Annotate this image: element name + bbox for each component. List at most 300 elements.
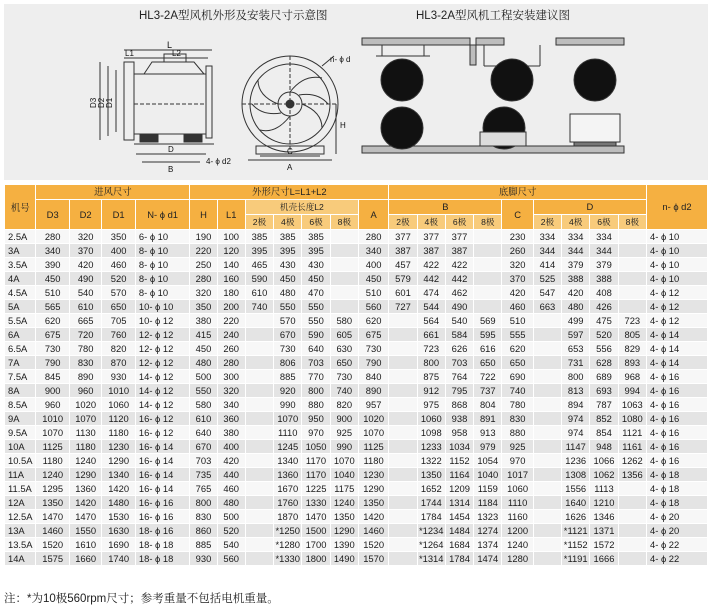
dim-D1: D1 — [105, 97, 114, 108]
table-cell: 1470 — [69, 510, 101, 524]
table-cell: 912 — [417, 384, 445, 398]
table-cell: 1870 — [274, 510, 302, 524]
table-cell: 569 — [474, 314, 502, 328]
table-cell: 540 — [445, 314, 473, 328]
table-cell: 891 — [474, 412, 502, 426]
table-cell — [533, 426, 561, 440]
table-cell: 780 — [502, 398, 533, 412]
table-cell: 560 — [358, 300, 388, 314]
table-cell: 640 — [190, 426, 217, 440]
table-cell: 1034 — [445, 440, 473, 454]
table-cell: 974 — [562, 412, 590, 426]
table-cell: 731 — [562, 356, 590, 370]
table-cell: 665 — [69, 314, 101, 328]
table-cell: 480 — [217, 496, 245, 510]
table-cell — [389, 468, 417, 482]
table-cell: 474 — [417, 286, 445, 300]
table-cell — [618, 272, 646, 286]
table-cell: 1098 — [417, 426, 445, 440]
table-cell: 370 — [69, 244, 101, 258]
table-cell: 1280 — [502, 552, 533, 566]
table-cell: 1346 — [590, 510, 618, 524]
table-row — [5, 398, 708, 412]
table-cell — [533, 398, 561, 412]
table-cell: 340 — [217, 398, 245, 412]
table-cell: 1350 — [358, 496, 388, 510]
table-cell: 422 — [445, 258, 473, 272]
table-cell: 1666 — [590, 552, 618, 566]
header-foot: 底脚尺寸 — [389, 185, 647, 200]
table-cell: 4- ϕ 20 — [647, 524, 708, 538]
table-cell: 1800 — [302, 552, 330, 566]
table-cell: 334 — [562, 230, 590, 244]
table-cell: 390 — [36, 258, 70, 272]
table-cell: 4- ϕ 14 — [647, 342, 708, 356]
table-cell: 1230 — [102, 440, 136, 454]
dim-B: B — [168, 165, 174, 174]
table-cell — [245, 552, 273, 566]
table-cell: 140 — [217, 258, 245, 272]
drawings-panel — [4, 4, 708, 180]
table-cell: 813 — [562, 384, 590, 398]
table-row — [5, 314, 708, 328]
table-cell: 764 — [445, 370, 473, 384]
table-row — [5, 426, 708, 440]
table-cell: 1684 — [445, 538, 473, 552]
table-cell: 1020 — [358, 412, 388, 426]
table-cell: 1556 — [562, 482, 590, 496]
header-B-pole: 4极 — [417, 215, 445, 230]
table-cell: 1200 — [502, 524, 533, 538]
table-cell: 379 — [562, 258, 590, 272]
table-cell: 994 — [618, 384, 646, 398]
table-cell — [245, 398, 273, 412]
table-cell: 377 — [417, 230, 445, 244]
table-cell: 500 — [190, 370, 217, 384]
table-cell: 1070 — [36, 426, 70, 440]
table-cell — [245, 384, 273, 398]
table-cell: 1474 — [474, 552, 502, 566]
table-cell: 320 — [502, 258, 533, 272]
table-cell — [618, 230, 646, 244]
table-cell: 1060 — [417, 412, 445, 426]
table-cell: 626 — [445, 342, 473, 356]
header-B: B — [389, 200, 502, 215]
table-cell — [389, 412, 417, 426]
table-cell: 670 — [190, 440, 217, 454]
table-cell: 499 — [562, 314, 590, 328]
table-cell: 1130 — [69, 426, 101, 440]
table-row — [5, 286, 708, 300]
table-cell: 4- ϕ 16 — [647, 412, 708, 426]
table-cell: 1160 — [502, 510, 533, 524]
table-cell: 1660 — [69, 552, 101, 566]
table-cell: 388 — [562, 272, 590, 286]
table-cell: 1230 — [358, 468, 388, 482]
table-cell: 220 — [190, 244, 217, 258]
header-D-pole: 8极 — [618, 215, 646, 230]
table-row — [5, 370, 708, 384]
table-cell: 1110 — [502, 496, 533, 510]
table-cell — [533, 510, 561, 524]
table-cell: 1262 — [618, 454, 646, 468]
cell-jihao: 13.5A — [5, 538, 36, 552]
table-cell: 703 — [302, 356, 330, 370]
table-cell — [533, 342, 561, 356]
table-cell: 1290 — [358, 482, 388, 496]
table-cell: 1233 — [417, 440, 445, 454]
table-cell: 795 — [445, 384, 473, 398]
table-cell: 653 — [562, 342, 590, 356]
table-cell: 334 — [590, 230, 618, 244]
table-cell: 4- ϕ 10 — [647, 272, 708, 286]
table-cell: 1740 — [102, 552, 136, 566]
table-cell: 787 — [590, 398, 618, 412]
table-cell: 675 — [36, 328, 70, 342]
table-cell — [389, 552, 417, 566]
table-cell: 1161 — [618, 440, 646, 454]
table-cell — [474, 244, 502, 258]
table-cell: 1040 — [330, 468, 358, 482]
table-cell: 1070 — [274, 412, 302, 426]
table-cell: 650 — [474, 356, 502, 370]
table-cell: 829 — [618, 342, 646, 356]
table-cell: 6- ϕ 10 — [135, 230, 189, 244]
table-cell: 590 — [302, 328, 330, 342]
table-row — [5, 496, 708, 510]
table-cell: 1690 — [102, 538, 136, 552]
table-row — [5, 384, 708, 398]
table-cell — [245, 370, 273, 384]
table-cell: 8- ϕ 10 — [135, 258, 189, 272]
table-cell: 380 — [217, 426, 245, 440]
table-cell: 693 — [590, 384, 618, 398]
table-cell: 520 — [217, 524, 245, 538]
table-cell: 1760 — [274, 496, 302, 510]
cell-jihao: 8.5A — [5, 398, 36, 412]
table-cell: 570 — [274, 314, 302, 328]
table-cell — [330, 272, 358, 286]
table-cell: 1454 — [445, 510, 473, 524]
table-cell: 550 — [274, 300, 302, 314]
table-cell: 565 — [36, 300, 70, 314]
table-cell — [245, 468, 273, 482]
table-cell: 661 — [417, 328, 445, 342]
table-cell: 722 — [474, 370, 502, 384]
table-cell: 442 — [445, 272, 473, 286]
table-cell: 280 — [190, 272, 217, 286]
table-cell — [245, 328, 273, 342]
table-cell: 4- ϕ 16 — [647, 426, 708, 440]
table-cell: 16- ϕ 12 — [135, 412, 189, 426]
table-cell: 344 — [562, 244, 590, 258]
header-L2-pole: 4极 — [274, 215, 302, 230]
table-cell: 160 — [217, 272, 245, 286]
table-cell: 730 — [358, 342, 388, 356]
table-cell: 620 — [358, 314, 388, 328]
table-cell: 16- ϕ 16 — [135, 510, 189, 524]
table-cell: 735 — [190, 468, 217, 482]
table-cell — [330, 286, 358, 300]
table-cell — [245, 356, 273, 370]
table-cell: 379 — [590, 258, 618, 272]
dim-L: L — [167, 40, 173, 50]
table-cell: 974 — [562, 426, 590, 440]
header-outline: 外形尺寸L=L1+L2 — [190, 185, 389, 200]
table-cell — [533, 370, 561, 384]
table-cell: 760 — [102, 328, 136, 342]
table-cell: 1575 — [36, 552, 70, 566]
table-cell: 1470 — [36, 510, 70, 524]
cell-jihao: 2.5A — [5, 230, 36, 244]
table-cell — [533, 384, 561, 398]
table-cell: 640 — [302, 342, 330, 356]
table-cell — [330, 244, 358, 258]
table-cell — [618, 496, 646, 510]
table-cell — [245, 454, 273, 468]
table-cell: 350 — [102, 230, 136, 244]
table-cell: 344 — [590, 244, 618, 258]
table-cell: 958 — [445, 426, 473, 440]
table-cell: 350 — [190, 300, 217, 314]
table-cell: 845 — [36, 370, 70, 384]
table-cell: 584 — [445, 328, 473, 342]
table-cell: 1290 — [102, 454, 136, 468]
table-cell: 8- ϕ 10 — [135, 272, 189, 286]
table-cell: 703 — [445, 356, 473, 370]
cell-jihao: 8A — [5, 384, 36, 398]
table-cell: 8- ϕ 10 — [135, 286, 189, 300]
table-cell: 1290 — [330, 524, 358, 538]
cell-jihao: 11.5A — [5, 482, 36, 496]
header-row-1 — [5, 185, 708, 200]
table-cell: 334 — [533, 230, 561, 244]
table-cell: 1308 — [562, 468, 590, 482]
table-cell: 1340 — [274, 454, 302, 468]
table-cell: 200 — [217, 300, 245, 314]
cell-jihao: 11A — [5, 468, 36, 482]
table-cell: 1040 — [474, 468, 502, 482]
table-cell: 740 — [502, 384, 533, 398]
table-cell: 1159 — [474, 482, 502, 496]
table-cell: 387 — [445, 244, 473, 258]
table-cell — [389, 426, 417, 440]
table-cell: *1280 — [275, 539, 300, 550]
table-cell: 1640 — [562, 496, 590, 510]
table-cell: 460 — [102, 258, 136, 272]
table-cell: 385 — [274, 230, 302, 244]
table-cell: 426 — [590, 300, 618, 314]
table-cell: 1350 — [330, 510, 358, 524]
table-cell: 1113 — [590, 482, 618, 496]
table-cell: 422 — [417, 258, 445, 272]
header-A: A — [358, 200, 388, 230]
table-cell: 1180 — [69, 440, 101, 454]
table-cell: 1240 — [330, 496, 358, 510]
table-cell: 1470 — [302, 510, 330, 524]
table-cell: 950 — [302, 412, 330, 426]
table-cell: 675 — [358, 328, 388, 342]
table-cell: 18- ϕ 18 — [135, 538, 189, 552]
table-cell: 968 — [618, 370, 646, 384]
table-cell: 890 — [358, 384, 388, 398]
table-cell — [389, 454, 417, 468]
header-D1: D1 — [102, 200, 136, 230]
table-cell: 220 — [217, 314, 245, 328]
table-cell: 420 — [217, 454, 245, 468]
table-cell: 344 — [533, 244, 561, 258]
table-cell: 595 — [474, 328, 502, 342]
table-cell — [389, 384, 417, 398]
table-cell: 990 — [274, 398, 302, 412]
table-cell: 1020 — [69, 398, 101, 412]
table-cell: 663 — [533, 300, 561, 314]
table-cell: 18- ϕ 16 — [135, 524, 189, 538]
table-cell: 570 — [102, 286, 136, 300]
table-cell — [389, 538, 417, 552]
table-row — [5, 468, 708, 482]
table-cell: 520 — [102, 272, 136, 286]
table-cell — [533, 496, 561, 510]
dim-H: H — [340, 121, 346, 130]
table-row — [5, 300, 708, 314]
cell-jihao: 9.5A — [5, 426, 36, 440]
table-cell: 1240 — [502, 538, 533, 552]
table-cell: 1245 — [274, 440, 302, 454]
table-cell: 990 — [330, 440, 358, 454]
table-cell: 727 — [389, 300, 417, 314]
installation-diagram — [362, 38, 624, 153]
table-cell: 1484 — [445, 524, 473, 538]
table-cell: 925 — [502, 440, 533, 454]
table-cell: 4- ϕ 14 — [647, 328, 708, 342]
table-cell: 610 — [69, 300, 101, 314]
table-cell: 1210 — [590, 496, 618, 510]
cell-jihao: 5A — [5, 300, 36, 314]
table-cell: 780 — [69, 342, 101, 356]
table-cell: *1121 — [562, 524, 590, 538]
table-cell — [618, 286, 646, 300]
table-cell: 540 — [69, 286, 101, 300]
table-cell: 525 — [533, 272, 561, 286]
table-cell: 1066 — [590, 454, 618, 468]
table-cell: 800 — [190, 496, 217, 510]
table-cell: 240 — [217, 328, 245, 342]
table-cell: 1125 — [358, 440, 388, 454]
table-cell: 740 — [245, 300, 273, 314]
table-cell: 280 — [217, 356, 245, 370]
table-cell: 601 — [389, 286, 417, 300]
table-row — [5, 510, 708, 524]
table-cell: 689 — [590, 370, 618, 384]
table-body — [5, 230, 708, 566]
table-row — [5, 272, 708, 286]
table-cell — [533, 524, 561, 538]
table-cell: 930 — [102, 370, 136, 384]
table-cell: *1250 — [275, 525, 300, 536]
table-cell: 16- ϕ 16 — [135, 496, 189, 510]
table-cell — [618, 482, 646, 496]
table-cell: 920 — [274, 384, 302, 398]
table-cell: 1500 — [302, 524, 330, 538]
table-cell: 1070 — [69, 412, 101, 426]
table-cell: 430 — [274, 258, 302, 272]
table-cell — [618, 244, 646, 258]
table-cell: 4- ϕ 18 — [647, 482, 708, 496]
table-cell: 730 — [36, 342, 70, 356]
table-cell: 880 — [302, 398, 330, 412]
table-cell: 610 — [190, 412, 217, 426]
dim-C: C — [287, 147, 293, 156]
table-cell: 913 — [474, 426, 502, 440]
dim-D2: D2 — [97, 97, 106, 108]
table-cell: 360 — [217, 412, 245, 426]
table-cell: 790 — [358, 356, 388, 370]
table-cell: 12- ϕ 12 — [135, 328, 189, 342]
table-cell: 1180 — [102, 426, 136, 440]
header-D2: D2 — [69, 200, 101, 230]
table-cell — [389, 510, 417, 524]
table-cell: 890 — [69, 370, 101, 384]
table-cell: 1060 — [102, 398, 136, 412]
table-cell — [330, 300, 358, 314]
table-cell: 120 — [217, 244, 245, 258]
table-cell: 377 — [389, 230, 417, 244]
table-cell: 1010 — [102, 384, 136, 398]
table-cell: 616 — [474, 342, 502, 356]
table-cell: 730 — [274, 342, 302, 356]
table-row — [5, 524, 708, 538]
dim-D3: D3 — [89, 97, 98, 108]
table-cell: 4- ϕ 10 — [647, 230, 708, 244]
table-cell: 740 — [330, 384, 358, 398]
table-cell: 650 — [330, 356, 358, 370]
table-cell: 10- ϕ 12 — [135, 314, 189, 328]
table-cell — [533, 328, 561, 342]
table-cell — [474, 286, 502, 300]
table-cell: 975 — [417, 398, 445, 412]
table-cell: 800 — [562, 370, 590, 384]
table-cell: 979 — [474, 440, 502, 454]
table-cell: 408 — [590, 286, 618, 300]
table-cell: 893 — [618, 356, 646, 370]
table-cell — [474, 230, 502, 244]
table-cell — [389, 328, 417, 342]
table-cell: *1191 — [562, 552, 590, 566]
table-cell: 460 — [502, 300, 533, 314]
header-Nd1: N- ϕ d1 — [135, 200, 189, 230]
header-D3: D3 — [36, 200, 70, 230]
table-cell: 555 — [502, 328, 533, 342]
table-cell: 1236 — [562, 454, 590, 468]
header-D-pole: 4极 — [562, 215, 590, 230]
table-cell: 820 — [330, 398, 358, 412]
table-cell — [245, 496, 273, 510]
table-cell — [533, 314, 561, 328]
table-cell: 320 — [190, 286, 217, 300]
table-cell: 868 — [445, 398, 473, 412]
table-row — [5, 244, 708, 258]
table-cell: 4- ϕ 18 — [647, 496, 708, 510]
table-cell: 938 — [445, 412, 473, 426]
table-cell: 12- ϕ 12 — [135, 356, 189, 370]
cell-jihao: 12A — [5, 496, 36, 510]
table-cell: 1225 — [302, 482, 330, 496]
table-cell: 1520 — [358, 538, 388, 552]
table-cell — [389, 398, 417, 412]
table-cell: 16- ϕ 14 — [135, 440, 189, 454]
footnote: 注：*为10极560rpm尺寸；参考重量不包括电机重量。 — [4, 593, 279, 605]
